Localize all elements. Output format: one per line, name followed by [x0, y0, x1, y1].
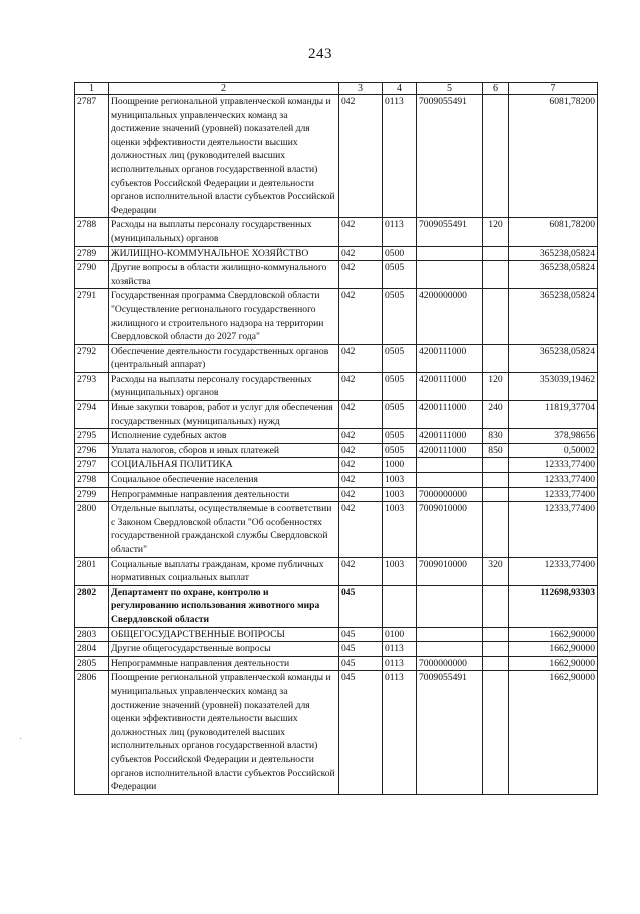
row-number-cell: 2789: [75, 246, 109, 261]
section-code-cell: 0100: [383, 627, 417, 642]
table-row: [75, 261, 598, 289]
expense-type-cell: [483, 95, 509, 218]
table-row: [75, 585, 598, 627]
row-number-cell: 2790: [75, 261, 109, 289]
section-code-cell: 0505: [383, 289, 417, 344]
section-code-cell: [383, 585, 417, 627]
amount-cell: 12333,77400: [509, 502, 598, 557]
expense-name-cell: Непрограммные направления деятельности: [109, 487, 339, 502]
expense-type-cell: 320: [483, 557, 509, 585]
section-code-cell: 0505: [383, 344, 417, 372]
expense-type-cell: 850: [483, 443, 509, 458]
amount-cell: 365238,05824: [509, 261, 598, 289]
section-code-cell: 0113: [383, 671, 417, 794]
row-number-cell: 2805: [75, 656, 109, 671]
department-code-cell: 042: [339, 458, 383, 473]
amount-cell: 1662,90000: [509, 671, 598, 794]
budget-table: [74, 82, 598, 795]
table-row: [75, 627, 598, 642]
table-row: [75, 246, 598, 261]
expense-type-cell: [483, 585, 509, 627]
expense-name-cell: Социальные выплаты гражданам, кроме публичных нормативных социальных выплат: [109, 557, 339, 585]
table-row: [75, 656, 598, 671]
department-code-cell: 042: [339, 372, 383, 400]
row-number-cell: 2791: [75, 289, 109, 344]
row-number-cell: 2795: [75, 429, 109, 444]
target-article-cell: 7000000000: [417, 487, 483, 502]
target-article-cell: 7009010000: [417, 502, 483, 557]
amount-cell: 12333,77400: [509, 458, 598, 473]
column-header: 2: [109, 83, 339, 95]
expense-type-cell: [483, 458, 509, 473]
amount-cell: 1662,90000: [509, 656, 598, 671]
amount-cell: 12333,77400: [509, 487, 598, 502]
section-code-cell: 1000: [383, 458, 417, 473]
expense-type-cell: [483, 473, 509, 488]
amount-cell: 6081,78200: [509, 218, 598, 246]
section-code-cell: 1003: [383, 487, 417, 502]
column-header: 6: [483, 83, 509, 95]
section-code-cell: 0505: [383, 429, 417, 444]
amount-cell: 365238,05824: [509, 344, 598, 372]
column-header: 4: [383, 83, 417, 95]
page-number: 243: [308, 46, 332, 62]
target-article-cell: 7009055491: [417, 95, 483, 218]
expense-type-cell: [483, 656, 509, 671]
expense-name-cell: Расходы на выплаты персоналу государственных (муниципальных) органов: [109, 372, 339, 400]
scan-speck: [20, 738, 21, 739]
expense-name-cell: Непрограммные направления деятельности: [109, 656, 339, 671]
section-code-cell: 0505: [383, 372, 417, 400]
department-code-cell: 042: [339, 289, 383, 344]
expense-type-cell: 830: [483, 429, 509, 444]
expense-name-cell: Государственная программа Свердловской области "Осуществление регионального государственного жилищного и строительного надзора на территории Свердловской области до 2027 года": [109, 289, 339, 344]
expense-type-cell: [483, 289, 509, 344]
amount-cell: 365238,05824: [509, 289, 598, 344]
column-header: 1: [75, 83, 109, 95]
section-code-cell: 0500: [383, 246, 417, 261]
expense-type-cell: [483, 261, 509, 289]
table-row: [75, 487, 598, 502]
table-row: [75, 443, 598, 458]
department-code-cell: 042: [339, 401, 383, 429]
table-row: [75, 95, 598, 218]
section-code-cell: 1003: [383, 557, 417, 585]
section-code-cell: 0113: [383, 218, 417, 246]
expense-name-cell: Обеспечение деятельности государственных органов (центральный аппарат): [109, 344, 339, 372]
amount-cell: 1662,90000: [509, 627, 598, 642]
table-row: [75, 401, 598, 429]
row-number-cell: 2806: [75, 671, 109, 794]
row-number-cell: 2798: [75, 473, 109, 488]
amount-cell: 365238,05824: [509, 246, 598, 261]
section-code-cell: 0113: [383, 95, 417, 218]
section-code-cell: 0505: [383, 261, 417, 289]
table-row: [75, 218, 598, 246]
expense-name-cell: Иные закупки товаров, работ и услуг для обеспечения государственных (муниципальных) нужд: [109, 401, 339, 429]
department-code-cell: 045: [339, 642, 383, 657]
department-code-cell: 042: [339, 443, 383, 458]
department-code-cell: 042: [339, 261, 383, 289]
department-code-cell: 045: [339, 585, 383, 627]
target-article-cell: 7009055491: [417, 671, 483, 794]
expense-name-cell: Поощрение региональной управленческой команды и муниципальных управленческих команд за достижение значений (уровней) показателей для оценки эффективности деятельности высших должностных лиц (руководителей высших исполнительных органов государственной власти) субъектов Российской Федерации и деятельности органов исполнительной власти субъектов Российской Федерации: [109, 95, 339, 218]
table-row: [75, 458, 598, 473]
expense-name-cell: Уплата налогов, сборов и иных платежей: [109, 443, 339, 458]
target-article-cell: 7009055491: [417, 218, 483, 246]
amount-cell: 112698,93303: [509, 585, 598, 627]
department-code-cell: 042: [339, 95, 383, 218]
amount-cell: 353039,19462: [509, 372, 598, 400]
row-number-cell: 2804: [75, 642, 109, 657]
expense-type-cell: 120: [483, 218, 509, 246]
target-article-cell: [417, 473, 483, 488]
row-number-cell: 2788: [75, 218, 109, 246]
department-code-cell: 042: [339, 502, 383, 557]
department-code-cell: 042: [339, 429, 383, 444]
department-code-cell: 042: [339, 218, 383, 246]
amount-cell: 12333,77400: [509, 473, 598, 488]
amount-cell: 1662,90000: [509, 642, 598, 657]
expense-name-cell: Исполнение судебных актов: [109, 429, 339, 444]
column-header: 5: [417, 83, 483, 95]
section-code-cell: 1003: [383, 473, 417, 488]
row-number-cell: 2801: [75, 557, 109, 585]
row-number-cell: 2792: [75, 344, 109, 372]
target-article-cell: 4200111000: [417, 443, 483, 458]
target-article-cell: [417, 585, 483, 627]
section-code-cell: 0505: [383, 443, 417, 458]
row-number-cell: 2787: [75, 95, 109, 218]
department-code-cell: 042: [339, 246, 383, 261]
section-code-cell: 1003: [383, 502, 417, 557]
expense-name-cell: Департамент по охране, контролю и регулированию использования животного мира Свердловской области: [109, 585, 339, 627]
target-article-cell: 7000000000: [417, 656, 483, 671]
amount-cell: 378,98656: [509, 429, 598, 444]
row-number-cell: 2796: [75, 443, 109, 458]
row-number-cell: 2794: [75, 401, 109, 429]
department-code-cell: 045: [339, 656, 383, 671]
amount-cell: 12333,77400: [509, 557, 598, 585]
table-row: [75, 289, 598, 344]
expense-type-cell: 120: [483, 372, 509, 400]
expense-name-cell: СОЦИАЛЬНАЯ ПОЛИТИКА: [109, 458, 339, 473]
target-article-cell: [417, 642, 483, 657]
department-code-cell: 045: [339, 671, 383, 794]
section-code-cell: 0113: [383, 642, 417, 657]
section-code-cell: 0505: [383, 401, 417, 429]
column-header: 7: [509, 83, 598, 95]
table-row: [75, 557, 598, 585]
expense-type-cell: [483, 502, 509, 557]
expense-name-cell: Отдельные выплаты, осуществляемые в соответствии с Законом Свердловской области "Об особенностях государственной гражданской службы Свердловской области": [109, 502, 339, 557]
expense-type-cell: [483, 671, 509, 794]
department-code-cell: 042: [339, 344, 383, 372]
column-header: 3: [339, 83, 383, 95]
expense-type-cell: [483, 642, 509, 657]
table-row: [75, 502, 598, 557]
department-code-cell: 042: [339, 473, 383, 488]
table-row: [75, 344, 598, 372]
expense-name-cell: ЖИЛИЩНО-КОММУНАЛЬНОЕ ХОЗЯЙСТВО: [109, 246, 339, 261]
row-number-cell: 2800: [75, 502, 109, 557]
expense-type-cell: [483, 246, 509, 261]
target-article-cell: [417, 458, 483, 473]
table-row: [75, 372, 598, 400]
expense-name-cell: Поощрение региональной управленческой команды и муниципальных управленческих команд за достижение значений (уровней) показателей для оценки эффективности деятельности высших должностных лиц (руководителей высших исполнительных органов государственной власти) субъектов Российской Федерации и деятельности органов исполнительной власти субъектов Российской Федерации: [109, 671, 339, 794]
expense-type-cell: [483, 627, 509, 642]
row-number-cell: 2802: [75, 585, 109, 627]
target-article-cell: [417, 627, 483, 642]
expense-name-cell: Другие общегосударственные вопросы: [109, 642, 339, 657]
expense-name-cell: Расходы на выплаты персоналу государственных (муниципальных) органов: [109, 218, 339, 246]
expense-type-cell: 240: [483, 401, 509, 429]
table-row: [75, 671, 598, 794]
expense-type-cell: [483, 487, 509, 502]
target-article-cell: 4200111000: [417, 344, 483, 372]
target-article-cell: [417, 261, 483, 289]
column-number-row: [75, 83, 598, 95]
amount-cell: 0,50002: [509, 443, 598, 458]
expense-type-cell: [483, 344, 509, 372]
expense-name-cell: Другие вопросы в области жилищно-коммунального хозяйства: [109, 261, 339, 289]
table-row: [75, 642, 598, 657]
department-code-cell: 042: [339, 557, 383, 585]
row-number-cell: 2793: [75, 372, 109, 400]
target-article-cell: 7009010000: [417, 557, 483, 585]
department-code-cell: 045: [339, 627, 383, 642]
row-number-cell: 2799: [75, 487, 109, 502]
target-article-cell: [417, 246, 483, 261]
table-row: [75, 473, 598, 488]
row-number-cell: 2803: [75, 627, 109, 642]
amount-cell: 6081,78200: [509, 95, 598, 218]
amount-cell: 11819,37704: [509, 401, 598, 429]
target-article-cell: 4200111000: [417, 429, 483, 444]
target-article-cell: 4200111000: [417, 401, 483, 429]
expense-name-cell: Социальное обеспечение населения: [109, 473, 339, 488]
target-article-cell: 4200000000: [417, 289, 483, 344]
section-code-cell: 0113: [383, 656, 417, 671]
table-row: [75, 429, 598, 444]
expense-name-cell: ОБЩЕГОСУДАРСТВЕННЫЕ ВОПРОСЫ: [109, 627, 339, 642]
department-code-cell: 042: [339, 487, 383, 502]
row-number-cell: 2797: [75, 458, 109, 473]
target-article-cell: 4200111000: [417, 372, 483, 400]
